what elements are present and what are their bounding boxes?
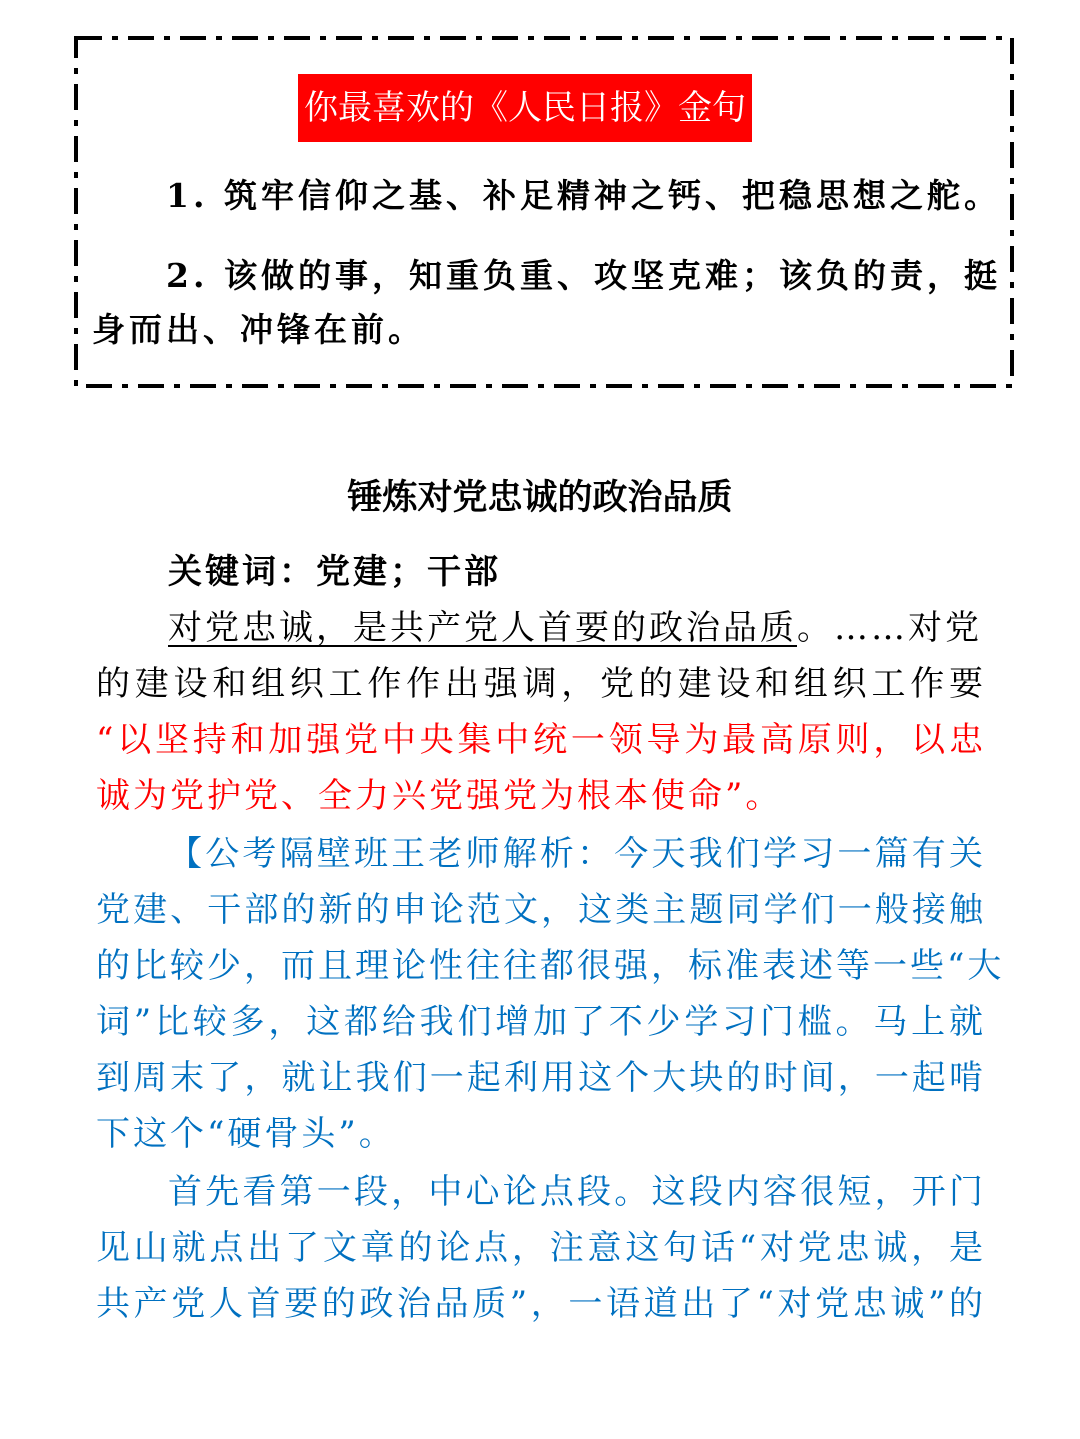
- para1-line-1: [168, 604, 986, 652]
- analysis-line-1: 【公考隔壁班王老师解析：今天我们学习一篇有关: [168, 834, 986, 874]
- keywords-line: 关键词：党建；干部: [168, 552, 501, 592]
- para1-line-1-rest: 。……对党: [797, 608, 982, 648]
- analysis2-line-2: 见山就点出了文章的论点，注意这句话“对党忠诚，是: [96, 1228, 986, 1268]
- analysis-line-3: 的比较少，而且理论性往往都很强，标准表述等一些“大: [96, 946, 1005, 986]
- quote-box-title: 你最喜欢的《人民日报》金句: [298, 74, 752, 142]
- para1-red-quote-line-1: “以坚持和加强党中央集中统一领导为最高原则，以忠: [96, 720, 986, 760]
- analysis-line-2: 党建、干部的新的申论范文，这类主题同学们一般接触: [96, 890, 986, 930]
- analysis-line-5: 到周末了，就让我们一起利用这个大块的时间，一起啃: [96, 1058, 986, 1098]
- para1-red-quote-line-2: 诚为党护党、全力兴党强党为根本使命”。: [96, 776, 783, 816]
- quote-item-2-line-2: 身而出、冲锋在前。: [92, 310, 425, 349]
- para1-line-2: 的建设和组织工作作出强调，党的建设和组织工作要: [96, 664, 986, 704]
- article-title: 锤炼对党忠诚的政治品质: [347, 477, 733, 518]
- analysis-line-4: 词”比较多，这都给我们增加了不少学习门槛。马上就: [96, 1002, 986, 1042]
- analysis-line-6: 下这个“硬骨头”。: [96, 1114, 396, 1154]
- quote-box: [74, 36, 1014, 388]
- analysis2-line-3: 共产党人首要的政治品质”，一语道出了“对党忠诚”的: [96, 1284, 986, 1324]
- quote-item-2-line-1: 2. 该做的事，知重负重、攻坚克难；该负的责，挺: [166, 256, 1001, 295]
- analysis2-line-1: 首先看第一段，中心论点段。这段内容很短，开门: [168, 1172, 986, 1212]
- quote-item-1: 1. 筑牢信仰之基、补足精神之钙、把稳思想之舵。: [166, 176, 1001, 215]
- para1-underlined-thesis: 对党忠诚，是共产党人首要的政治品质: [168, 608, 797, 648]
